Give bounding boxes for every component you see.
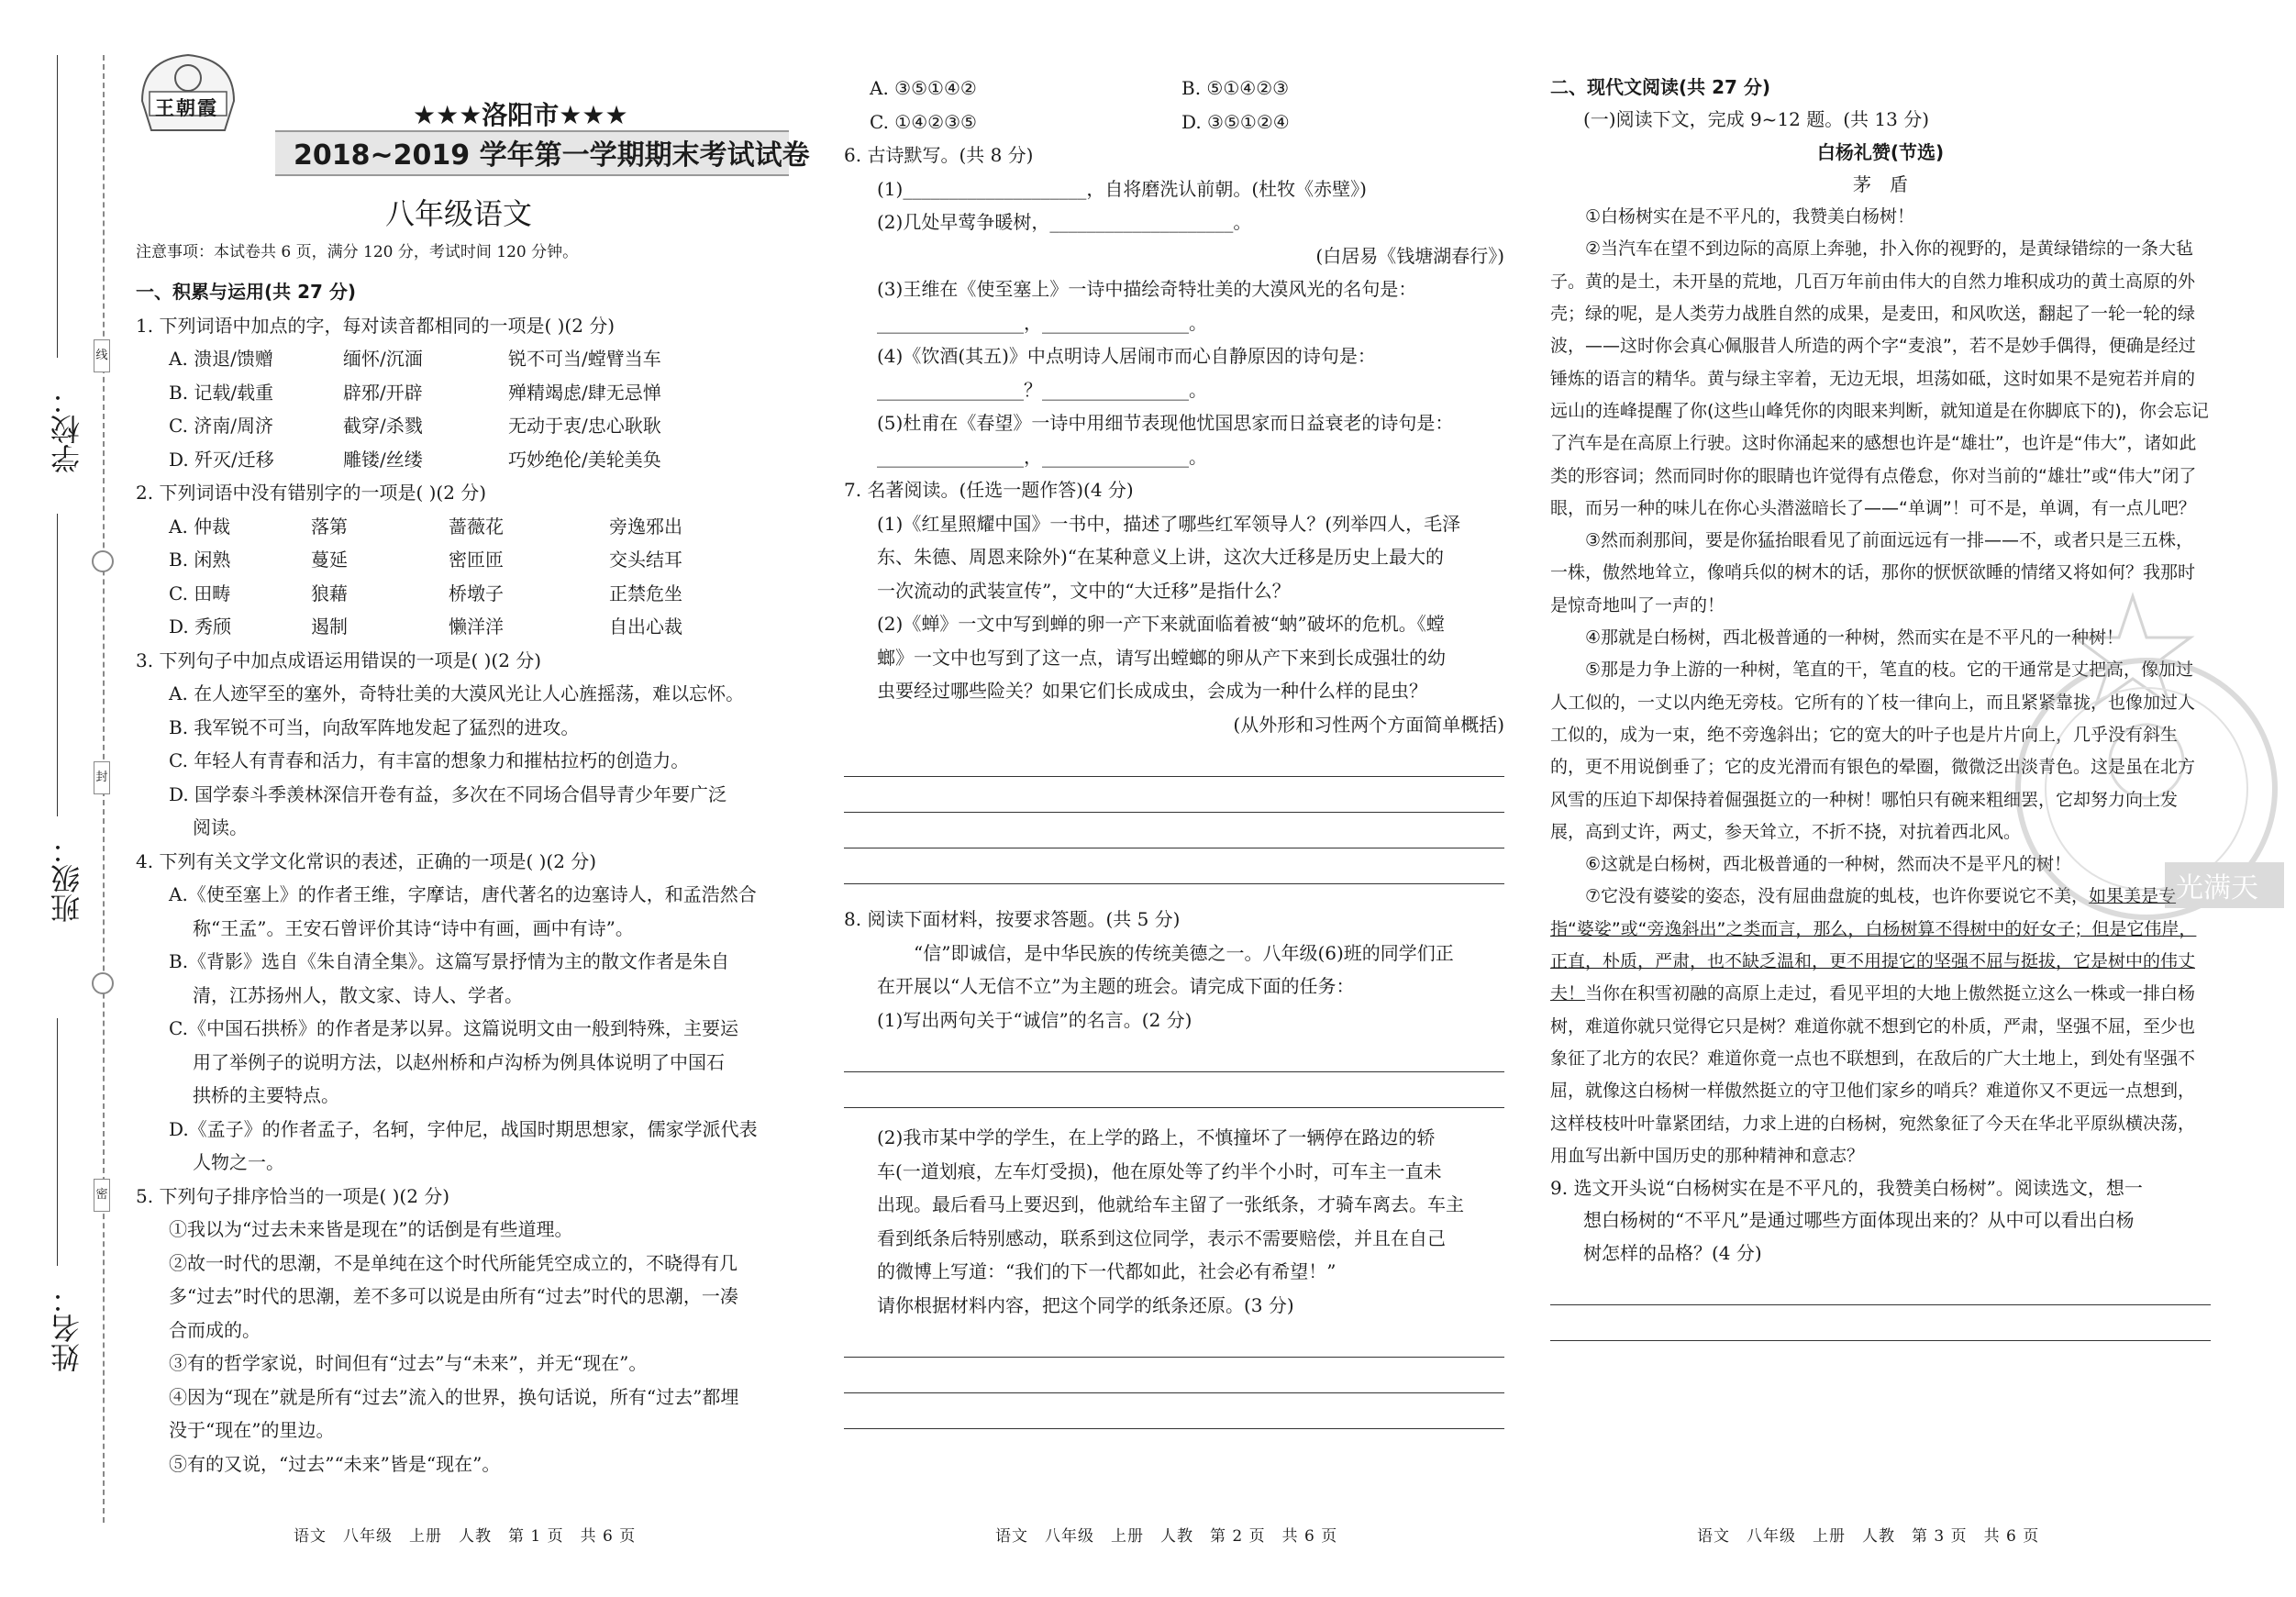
q8-task-1: (1)写出两句关于“诚信”的名言。(2 分)	[877, 1008, 1192, 1031]
p7-text-cont: 当你在积雪初融的高原上走过，看见平坦的大地上傲然挺立这么一株或一排白杨树，难道你就只觉得它只是树？难道你就不想到它的朴质，严肃，坚强不屈，至少也象征了北方的农民？难道你竟一点也不联想到，在敌后的广大土地上，到处有坚强不屈，就像这白杨树一样傲然挺立的守卫他们家乡的哨兵？难道你又不更远一点想到，这样枝枝叶叶靠紧团结，力求上进的白杨树，宛然象征了今天在华北平原纵横决荡，用血写出新中国历史的那种精神和意志？	[1550, 983, 2196, 1166]
q6-item-3: (3)王维在《使至塞上》一诗中描绘奇特壮美的大漠风光的名句是：	[877, 278, 1417, 300]
q6-item-2: (2)几处早莺争暖树，____________________。	[877, 211, 1252, 233]
option-text: 旁逸邪出	[609, 515, 682, 538]
q6-item-4: (4)《饮酒(其五)》中点明诗人居闹市而心自静原因的诗句是：	[877, 345, 1376, 367]
answer-line[interactable]	[844, 1358, 1504, 1393]
question-3: 3. 下列句子中加点成语运用错误的一项是( )(2 分)	[136, 649, 542, 671]
option-text: 狼藉	[311, 582, 348, 604]
q8-task-2-cont: 出现。最后看马上要迟到，他就给车主留了一张纸条，才骑车离去。车主	[877, 1193, 1464, 1215]
q5-sentence: ①我以为“过去未来皆是现在”的话倒是有些道理。	[169, 1218, 573, 1240]
option-text: 密匝匝	[449, 549, 504, 571]
answer-line[interactable]	[1550, 1270, 2211, 1305]
answer-line[interactable]	[1550, 1305, 2211, 1341]
q7-option-1-cont: 一次流动的武装宣传”，文中的“大迁移”是指什么？	[877, 579, 1291, 602]
answer-line[interactable]	[844, 1037, 1504, 1072]
brand-logo	[133, 46, 243, 138]
q4-option-d-cont: 人物之一。	[193, 1151, 284, 1173]
question-8: 8. 阅读下面材料，按要求答题。(共 5 分)	[844, 908, 1181, 930]
passage-paragraph: ⑤那是力争上游的一种树，笔直的干，笔直的枝。它的干通常是丈把高，像加过人工似的，一丈以内绝无旁枝。它所有的丫枝一律向上，而且紧紧靠拢，也像加过人工似的，成为一束，绝不旁逸斜出；它的宽大的叶子也是片片向上，几乎没有斜生的，更不用说倒垂了；它的皮光滑而有银色的晕圈，微微泛出淡青色。这是虽在北方风雪的压迫下却保持着倔强挺立的一种树！哪怕只有碗来粗细罢，它却努力向上发展，高到丈许，两丈，参天耸立，不折不挠，对抗着西北风。	[1550, 660, 2196, 842]
q8-task-2-cont: 车(一道划痕，左车灯受损)，他在原处等了约半个小时，可车主一直未	[877, 1159, 1442, 1182]
page-1-footer: 语文 八年级 上册 人教 第 1 页 共 6 页	[294, 1527, 637, 1546]
option-text: C. 济南/周济	[169, 415, 274, 437]
option-text: 遏制	[311, 616, 348, 638]
section-2-heading: 二、现代文阅读(共 27 分)	[1550, 76, 1771, 98]
answer-line[interactable]	[844, 1322, 1504, 1358]
q4-option-b-cont: 清，江苏扬州人，散文家、诗人、学者。	[193, 983, 523, 1006]
option-text: A. 溃退/馈赠	[169, 348, 273, 370]
q1-options	[136, 342, 815, 476]
q5-sentence: ⑤有的又说，“过去”“未来”皆是“现在”。	[169, 1452, 501, 1475]
option-text: 落第	[311, 515, 348, 538]
option-text: 巧妙绝伦/美轮美奂	[508, 448, 661, 471]
option-text: 懒洋洋	[449, 616, 504, 638]
q7-option-2: (2)《蝉》一文中写到蝉的卵一产下来就面临着被“蚋”破坏的危机。《螳	[877, 613, 1445, 635]
city-title: ★★★洛阳市★★★	[413, 100, 628, 130]
option-text: 雕镂/丝缕	[343, 448, 423, 471]
question-2: 2. 下列词语中没有错别字的一项是( )(2 分)	[136, 482, 487, 504]
passage-paragraph: ④那就是白杨树，西北极普通的一种树，然而实在是不平凡的一种树！	[1585, 627, 2124, 649]
option-text: D. 歼灭/迁移	[169, 448, 274, 471]
seal-mark-mi: 密	[94, 1179, 110, 1212]
section-1-heading: 一、积累与运用(共 27 分)	[136, 281, 357, 303]
option-text: A. 仲裁	[169, 515, 231, 538]
passage-paragraph: ②当汽车在望不到边际的高原上奔驰，扑入你的视野的，是黄绿错综的一条大毡子。黄的是土，未开垦的荒地，几百万年前由伟大的自然力堆积成功的黄土高原的外壳；绿的呢，是人类劳力战胜自然的成果，是麦田，和风吹送，翻起了一轮一轮的绿波，——这时你会真心佩服昔人所造的两个字“麦浪”，若不是妙手偶得，便确是经过锤炼的语言的精华。黄与绿主宰着，无边无垠，坦荡如砥，这时如果不是宛若并肩的远山的连峰提醒了你(这些山峰凭你的肉眼来判断，就知道是在你脚底下的)，你会忘记了汽车是在高原上行驶。这时你涌起来的感想也许是“雄壮”，也许是“伟大”，诸如此类的形容词；然而同时你的眼睛也许觉得有点倦怠，你对当前的“雄壮”或“伟大”闭了眼，而另一种的味儿在你心头潜滋暗长了——“单调”！可不是，单调，有一点儿吧？	[1550, 238, 2209, 518]
passage-author: 茅 盾	[1853, 172, 1908, 195]
q7-option-2-cont: 螂》一文中也写到了这一点，请写出螳螂的卵从产下来到长成强壮的幼	[877, 646, 1446, 669]
q6-item-5-blank[interactable]: ________________，________________。	[877, 445, 1207, 468]
q5-options	[844, 72, 1504, 139]
class-label: 班级：	[50, 835, 84, 923]
option-text: D. 秀颀	[169, 616, 232, 638]
q2-options	[136, 510, 815, 644]
option-text: 桥墩子	[449, 582, 504, 604]
answer-line[interactable]	[844, 813, 1504, 848]
option-text: D. ③⑤①②④	[1181, 110, 1290, 133]
binding-hole-2	[92, 972, 114, 994]
q4-option-c-cont: 用了举例子的说明方法，以赵州桥和卢沟桥为例具体说明了中国石	[193, 1050, 725, 1073]
q5-sentence: ③有的哲学家说，时间但有“过去”与“未来”，并无“现在”。	[169, 1352, 648, 1374]
q7-option-1-cont: 东、朱德、周恩来除外)“在某种意义上讲，这次大迁移是历史上最大的	[877, 546, 1445, 568]
option-text: 缅怀/沉湎	[343, 348, 423, 370]
passage-paragraph: ③然而刹那间，要是你猛抬眼看见了前面远远有一排——不，或者只是三五株，一株，傲然地耸立，像哨兵似的树木的话，那你的恹恹欲睡的情绪又将如何？我那时是惊奇地叫了一声的！	[1550, 530, 2196, 616]
binding-hole-1	[92, 550, 114, 572]
option-text: 蔓延	[311, 549, 348, 571]
option-text: 自出心裁	[609, 616, 682, 638]
q4-option-c: C.《中国石拱桥》的作者是茅以昇。这篇说明文由一般到特殊，主要运	[169, 1017, 738, 1039]
q7-option-2-cont: 虫要经过哪些险关？如果它们长成成虫，会成为一种什么样的昆虫？	[877, 680, 1427, 702]
page-2-footer: 语文 八年级 上册 人教 第 2 页 共 6 页	[995, 1527, 1338, 1546]
q6-item-1: (1)____________________，自将磨洗认前朝。(杜牧《赤壁》)	[877, 177, 1367, 200]
option-text: B. 闲熟	[169, 549, 231, 571]
q3-option-d: D. 国学泰斗季羡林深信开卷有益，多次在不同场合倡导青少年要广泛	[169, 782, 727, 805]
option-text: A. ③⑤①④②	[870, 77, 977, 99]
p7-text: ⑦它没有婆娑的姿态，没有屈曲盘旋的虬枝，也许你要说它不美，	[1585, 886, 2090, 907]
option-text: 交头结耳	[609, 549, 682, 571]
watermark-stamp	[1981, 587, 2284, 936]
school-label: 学校：	[50, 385, 84, 473]
name-label: 姓名：	[50, 1284, 84, 1372]
column-2	[844, 72, 1504, 1429]
logo-badge-icon	[133, 46, 243, 138]
q8-task-2-cont: 请你根据材料内容，把这个同学的纸条还原。(3 分)	[877, 1293, 1294, 1316]
q6-item-2-source: (白居易《钱塘湖春行》)	[1315, 244, 1504, 267]
question-5: 5. 下列句子排序恰当的一项是( )(2 分)	[136, 1184, 450, 1207]
q8-intro: “信”即诚信，是中华民族的传统美德之一。八年级(6)班的同学们正	[914, 941, 1454, 964]
q8-task-2: (2)我市某中学的学生，在上学的路上，不慎撞坏了一辆停在路边的轿	[877, 1126, 1436, 1148]
q5-sentence: 没于“现在”的里边。	[169, 1419, 335, 1441]
q5-sentence: 合而成的。	[169, 1318, 261, 1341]
option-text: 无动于衷/忠心耿耿	[508, 415, 661, 437]
seal-mark-xian: 线	[94, 339, 110, 372]
option-text: 辟邪/开辟	[343, 381, 423, 404]
page-3-footer: 语文 八年级 上册 人教 第 3 页 共 6 页	[1697, 1527, 2040, 1546]
logo-text: 王朝霞	[155, 96, 218, 119]
q5-sentence: 多“过去”时代的思潮，差不多可以说是由所有“过去”时代的思潮，一凑	[169, 1285, 738, 1307]
question-4: 4. 下列有关文学文化常识的表述，正确的一项是( )(2 分)	[136, 849, 597, 872]
q4-option-d: D.《孟子》的作者孟子，名轲，字仲尼，战国时期思想家，儒家学派代表	[169, 1117, 758, 1140]
passage-title: 白杨礼赞(节选)	[1816, 140, 1945, 163]
q3-option-d-cont: 阅读。	[193, 816, 248, 838]
column-1	[136, 275, 815, 1481]
q6-item-5: (5)杜甫在《春望》一诗中用细节表现他忧国思家而日益衰老的诗句是：	[877, 412, 1454, 434]
q4-option-a-cont: 称“王孟”。王安石曾评价其诗“诗中有画，画中有诗”。	[193, 916, 634, 939]
question-9-cont: 树怎样的品格？(4 分)	[1583, 1241, 1762, 1264]
name-write-line	[57, 1018, 58, 1266]
q3-option-c: C. 年轻人有青春和活力，有丰富的想象力和摧枯拉朽的创造力。	[169, 749, 690, 771]
option-text: 截穿/杀戮	[343, 415, 423, 437]
option-text: C. ①④②③⑤	[870, 110, 977, 133]
q6-item-4-blank[interactable]: ________________？________________。	[877, 378, 1207, 401]
p7-underlined-text: 如果美是专指“婆娑”或“旁逸斜出”之类而言，那么，白杨树算不得树中的好女子；但是它伟岸，正直，朴质，严肃，也不缺乏温和，更不用提它的坚强不屈与挺拔，它是树中的伟丈夫！	[1550, 886, 2197, 1004]
school-write-line	[57, 55, 58, 358]
option-text: C. 田畴	[169, 582, 231, 604]
subsection-1: (一)阅读下文，完成 9~12 题。(共 13 分)	[1583, 108, 1930, 131]
passage-paragraph: ①白杨树实在是不平凡的，我赞美白杨树！	[1585, 206, 1915, 227]
q7-note: (从外形和习性两个方面简单概括)	[1233, 713, 1504, 736]
question-6: 6. 古诗默写。(共 8 分)	[844, 144, 1034, 166]
q4-option-c-cont: 拱桥的主要特点。	[193, 1084, 339, 1106]
q3-option-a: A. 在人迹罕至的塞外，奇特壮美的大漠风光让人心旌摇荡，难以忘怀。	[169, 682, 745, 704]
option-text: B. 记载/载重	[169, 381, 274, 404]
question-1: 1. 下列词语中加点的字，每对读音都相同的一项是( )(2 分)	[136, 314, 616, 337]
q3-option-b: B. 我军锐不可当，向敌军阵地发起了猛烈的进攻。	[169, 715, 580, 738]
option-text: 蔷薇花	[449, 515, 504, 538]
answer-line[interactable]	[844, 848, 1504, 884]
question-9: 9. 选文开头说“白杨树实在是不平凡的，我赞美白杨树”。阅读选文，想一	[1550, 1177, 2143, 1200]
class-write-line	[57, 514, 58, 816]
subject-title: 八年级语文	[385, 196, 533, 231]
exam-title: 2018~2019 学年第一学期期末考试试卷	[294, 139, 810, 172]
option-text: 锐不可当/螳臂当车	[508, 348, 661, 370]
answer-line[interactable]	[844, 1072, 1504, 1108]
question-7: 7. 名著阅读。(任选一题作答)(4 分)	[844, 479, 1134, 501]
answer-line[interactable]	[844, 1393, 1504, 1429]
q5-sentence: ④因为“现在”就是所有“过去”流入的世界，换句话说，所有“过去”都埋	[169, 1385, 739, 1408]
stamp-text: 光满天	[2176, 872, 2258, 904]
question-9-cont: 想白杨树的“不平凡”是通过哪些方面体现出来的？从中可以看出白杨	[1583, 1209, 2135, 1232]
q8-intro-cont: 在开展以“人无信不立”为主题的班会。请完成下面的任务：	[877, 975, 1355, 997]
option-text: 殚精竭虑/肆无忌惮	[508, 381, 661, 404]
answer-line[interactable]	[844, 741, 1504, 777]
option-text: B. ⑤①④②③	[1181, 77, 1290, 99]
answer-line[interactable]	[844, 777, 1504, 813]
notice-text: 注意事项：本试卷共 6 页，满分 120 分，考试时间 120 分钟。	[136, 243, 579, 261]
q6-item-3-blank[interactable]: ________________，________________。	[877, 311, 1207, 334]
option-text: 正禁危坐	[609, 582, 682, 604]
q8-task-2-cont: 的微博上写道：“我们的下一代都如此，社会必有希望！”	[877, 1260, 1337, 1282]
passage-paragraph: ⑥这就是白杨树，西北极普通的一种树，然而决不是平凡的树！	[1585, 854, 2072, 875]
q7-option-1: (1)《红星照耀中国》一书中，描述了哪些红军领导人？(列举四人，毛泽	[877, 512, 1461, 535]
q5-sentence: ②故一时代的思潮，不是单纯在这个时代所能凭空成立的，不晓得有几	[169, 1251, 738, 1274]
q4-option-b: B.《背影》选自《朱自清全集》。这篇写景抒情为主的散文作者是朱自	[169, 950, 730, 972]
seal-mark-feng: 封	[94, 761, 110, 794]
q4-option-a: A.《使至塞上》的作者王维，字摩诘，唐代著名的边塞诗人，和孟浩然合	[169, 883, 757, 905]
q8-task-2-cont: 看到纸条后特别感动，联系到这位同学，表示不需要赔偿，并且在自己	[877, 1226, 1446, 1249]
